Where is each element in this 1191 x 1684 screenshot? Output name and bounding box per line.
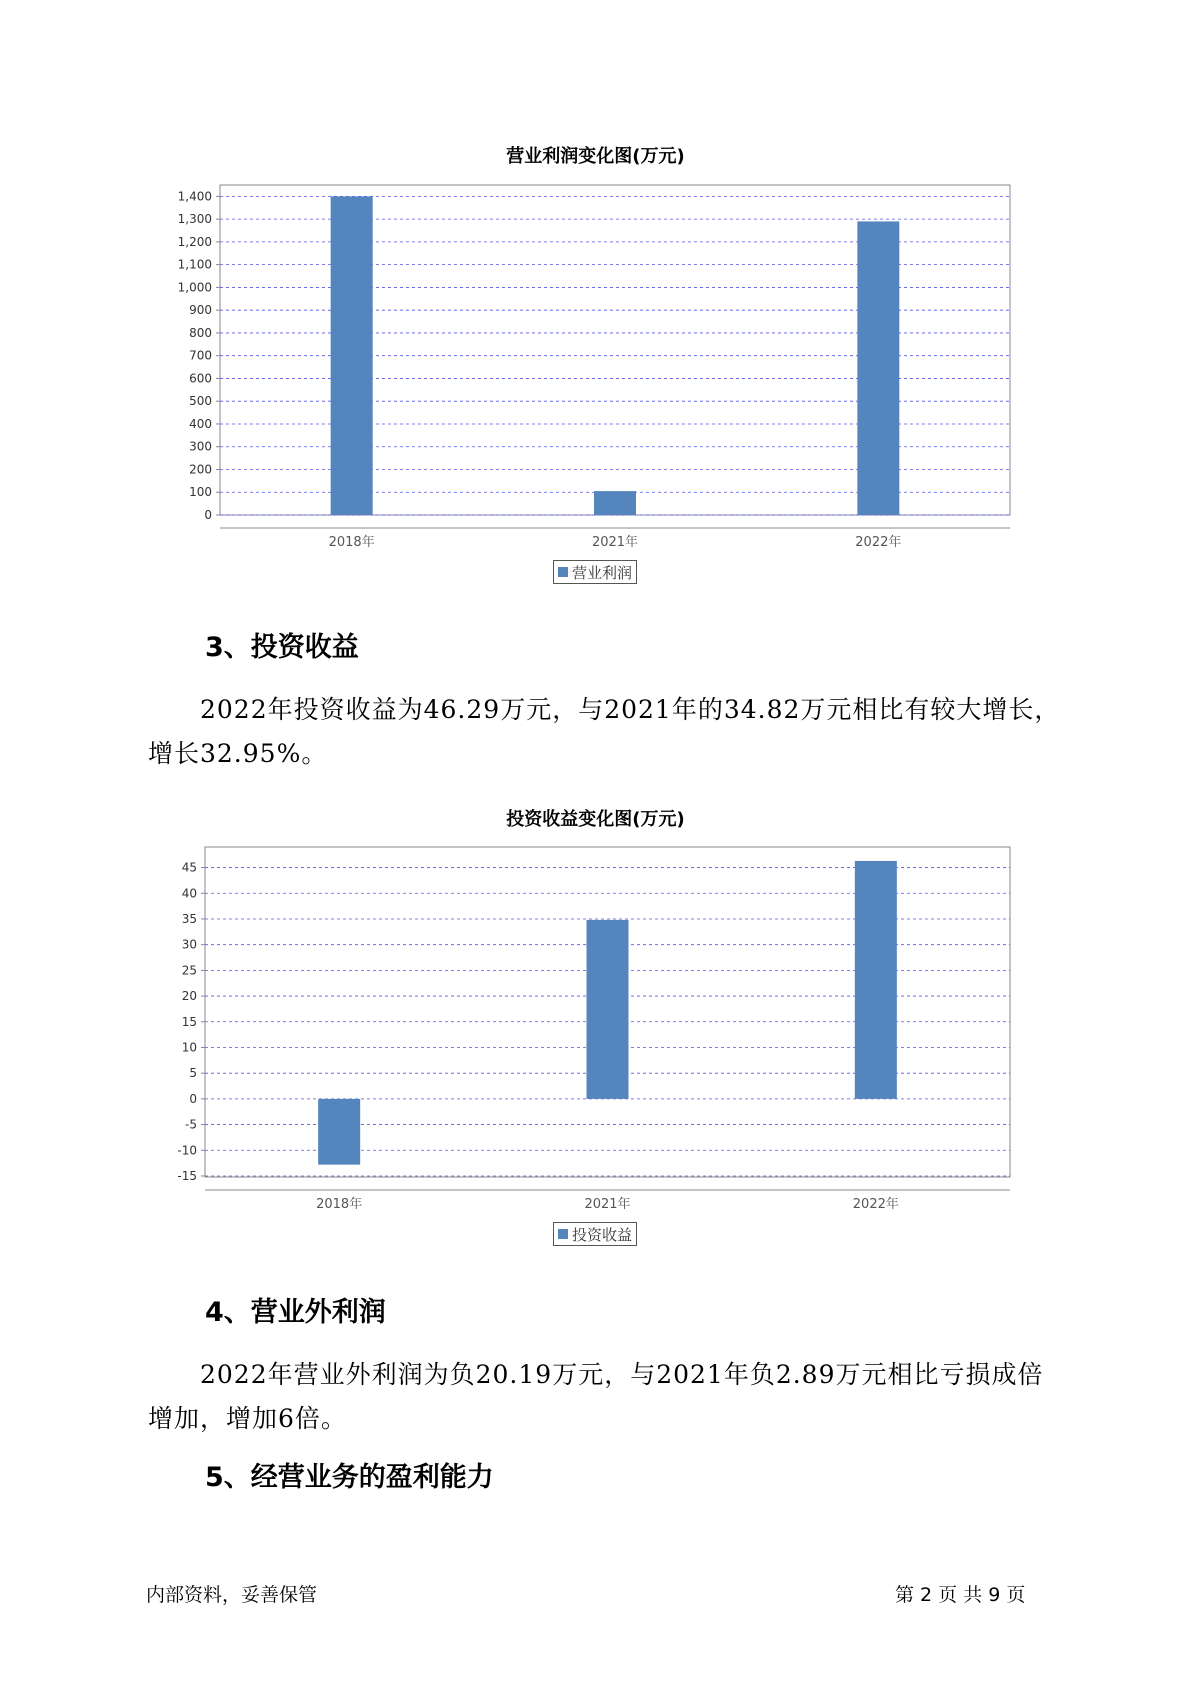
x-tick-label: 2018年 [328,535,375,550]
y-tick-label: -15 [177,1168,197,1183]
section-4-heading: 4、营业外利润 [205,1297,386,1328]
section-3-paragraph: 2022年投资收益为46.29万元，与2021年的34.82万元相比有较大增长，增长32.95%。 [148,695,1061,768]
y-tick-label: 1,400 [177,189,212,204]
y-tick-label: 15 [181,1014,197,1029]
y-tick-label: 10 [181,1040,197,1055]
y-tick-label: 20 [181,989,197,1004]
x-tick-label: 2022年 [852,1197,899,1212]
y-tick-label: 25 [181,963,197,978]
y-tick-label: 200 [189,462,212,477]
bar [587,920,629,1099]
y-tick-label: 400 [189,416,212,431]
y-tick-label: 500 [189,394,212,409]
y-tick-label: 0 [204,508,212,522]
y-tick-label: 0 [189,1091,197,1106]
footer-confidential: 内部资料，妥善保管 [146,1584,318,1606]
section-4-paragraph: 2022年营业外利润为负20.19万元，与2021年负2.89万元相比亏损成倍增加，增加6倍。 [148,1360,1044,1433]
legend-swatch [558,1229,568,1239]
operating-profit-chart [0,170,1191,550]
y-tick-label: 1,100 [177,257,212,272]
y-tick-label: 800 [189,325,212,340]
y-tick-label: 35 [181,911,197,926]
investment-income-chart [0,835,1191,1215]
chart2-legend [553,1222,637,1246]
footer-page-number: 第 2 页 共 9 页 [895,1584,1026,1606]
bar [857,221,899,515]
bar [855,861,897,1099]
chart2-title: 投资收益变化图(万元) [506,809,685,830]
chart1-legend-label: 营业利润 [572,563,633,582]
bar [594,491,636,515]
bar [318,1099,360,1165]
y-tick-label: 30 [181,937,197,952]
legend-swatch [558,567,568,577]
y-tick-label: 700 [189,348,212,363]
y-tick-label: 1,000 [177,280,212,295]
x-tick-label: 2022年 [855,535,902,550]
y-tick-label: 900 [189,303,212,318]
chart2-legend-label: 投资收益 [572,1225,633,1244]
y-tick-label: -5 [185,1117,197,1132]
y-tick-label: 45 [181,860,197,875]
y-tick-label: 5 [189,1066,197,1081]
y-tick-label: 1,300 [177,212,212,227]
y-tick-label: 600 [189,371,212,386]
x-tick-label: 2021年 [584,1197,631,1212]
y-tick-label: 1,200 [177,234,212,249]
x-tick-label: 2018年 [316,1197,363,1212]
chart1-title: 营业利润变化图(万元) [506,146,685,167]
y-tick-label: -10 [177,1143,197,1158]
x-tick-label: 2021年 [591,535,639,550]
bar [331,196,373,515]
section-5-heading: 5、经营业务的盈利能力 [205,1462,494,1493]
y-tick-label: 300 [189,439,212,454]
section-3-heading: 3、投资收益 [205,632,359,663]
chart1-legend [553,560,637,584]
y-tick-label: 100 [189,485,212,500]
y-tick-label: 40 [181,886,197,901]
